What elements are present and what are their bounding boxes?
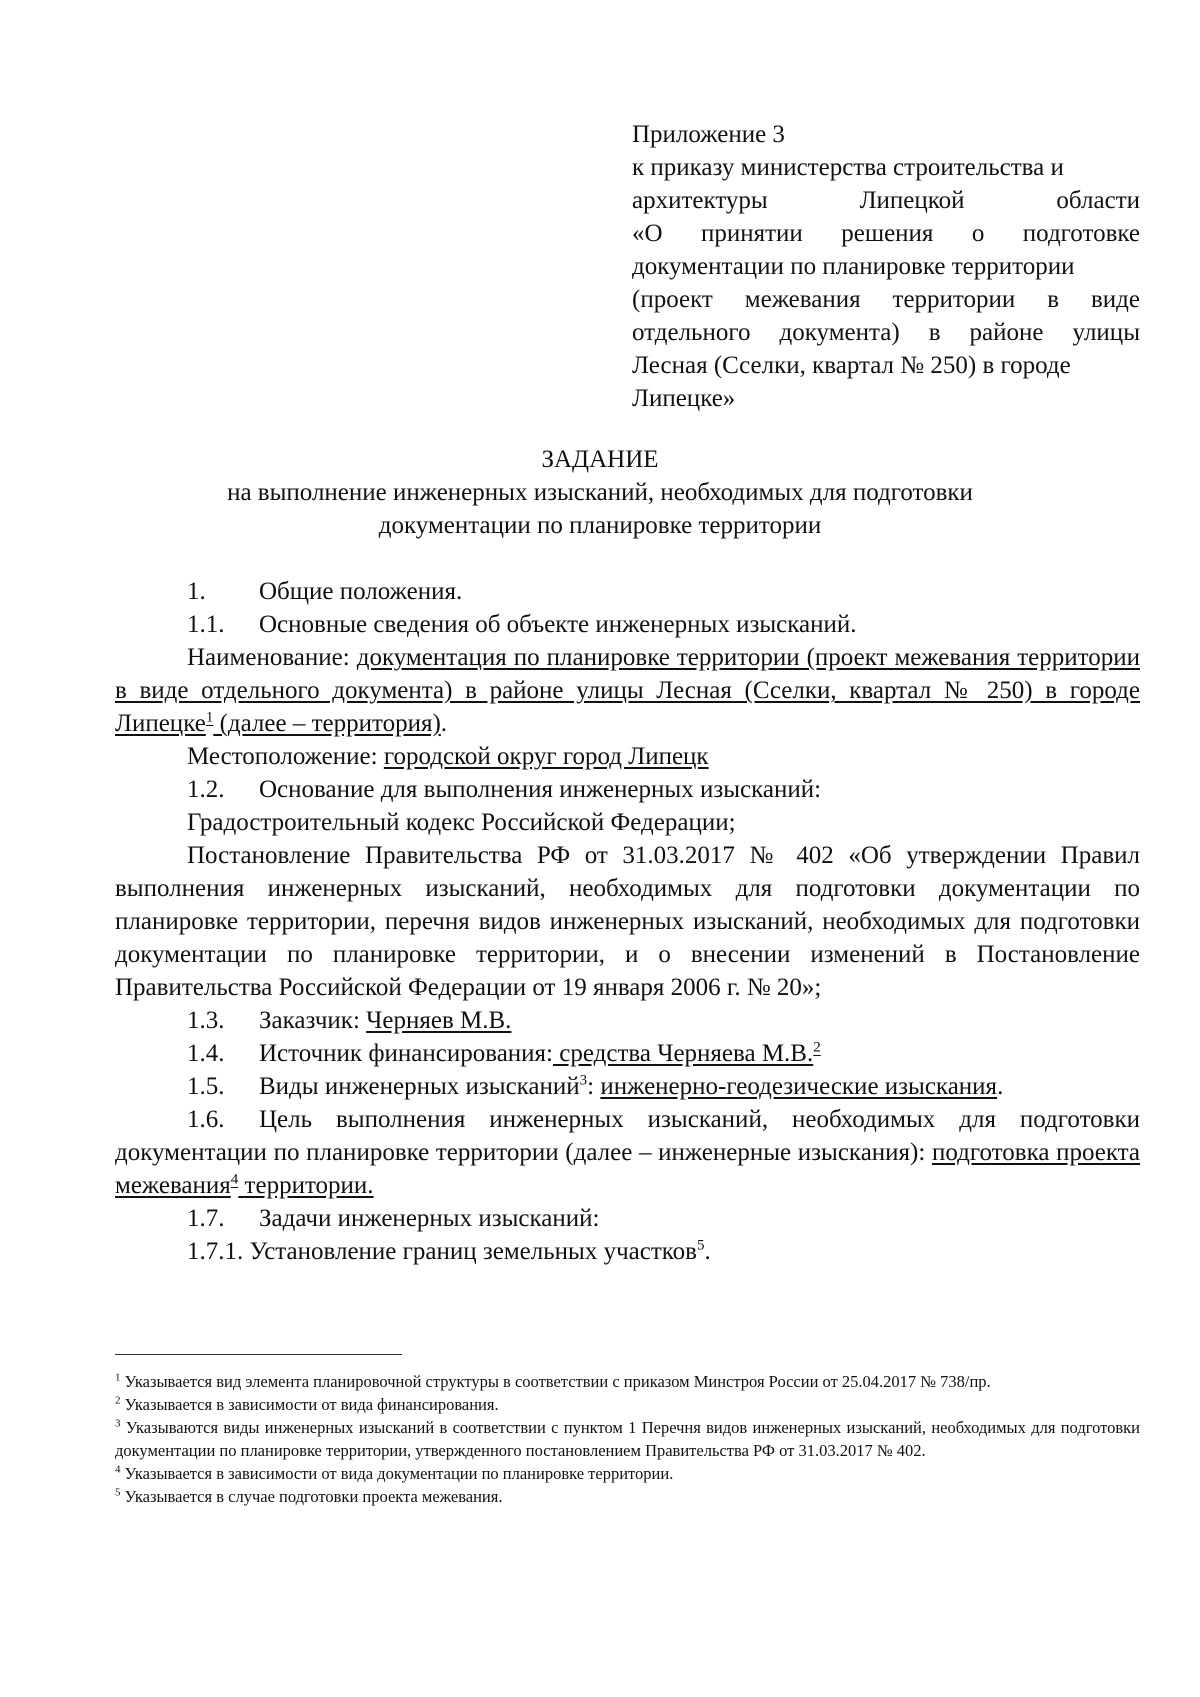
section-1-2: [115, 773, 1140, 806]
appendix-line: архитектуры Липецкой области: [632, 187, 1140, 214]
footnote-separator: [115, 1354, 402, 1355]
section-text: Цель выполнения инженерных изысканий, необходимых для подготовки документации по планировке территории (далее – инженерные изыскания):: [115, 1106, 1140, 1166]
label: Виды инженерных изысканий: [259, 1073, 580, 1100]
section-text: Основные сведения об объекте инженерных изысканий.: [259, 611, 857, 638]
location-value: городской округ город Липецк: [383, 743, 709, 770]
basis-item: Постановление Правительства РФ от 31.03.2017 № 402 «Об утверждении Правил выполнения инженерных изысканий, необходимых для подготовки документации по планировке территории, перечня видов инженерных изысканий, необходимых для подготовки документации по планировке территории, и о внесении изменений в Постановление Правительства Российской Федерации от 19 января 2006 г. № 20»;: [115, 842, 1140, 1001]
section-text: Общие положения.: [259, 578, 463, 605]
section-text: Основание для выполнения инженерных изысканий:: [259, 776, 822, 803]
section-number: 1.6.: [187, 1106, 225, 1133]
footnote-ref: 3: [579, 1072, 588, 1089]
appendix-line: Липецке»: [632, 385, 736, 412]
label: Заказчик:: [259, 1007, 367, 1034]
subtitle-line-1: на выполнение инженерных изысканий, необходимых для подготовки: [227, 479, 973, 506]
footnote-text: Указываются виды инженерных изысканий в соответствии с пунктом 1 Перечня видов инженерных изысканий, необходимых для подготовки документации по планировке территории, утвержденного постановлением Правительства РФ от 31.03.2017 № 402.: [115, 1418, 1140, 1460]
object-name-value: документация по планировке территории (проект межевания территории в виде отдельного документа) в районе улицы Лесная (Сселки, квартал № 250) в городе Липецке: [115, 644, 1140, 737]
document-title: ЗАДАНИЕ: [541, 446, 659, 473]
section-text: 1.7.1. Установление границ земельных участков: [187, 1238, 697, 1265]
section-number: 1.4.: [187, 1040, 225, 1067]
footnote-ref: 5: [696, 1237, 705, 1254]
section-1-5: [115, 1070, 1140, 1103]
document-subtitle: [0, 476, 1200, 542]
appendix-line: отдельного документа) в районе улицы: [632, 319, 1140, 346]
footnote: [115, 1416, 1140, 1462]
document-body: [115, 575, 1140, 1268]
footnote-text: Указывается в случае подготовки проекта межевания.: [120, 1487, 503, 1506]
label: Наименование:: [187, 644, 357, 671]
footnote-number: 2: [115, 1394, 121, 1407]
footnote-number: 1: [115, 1371, 121, 1384]
footnotes: [115, 1370, 1140, 1508]
footnote-number: 4: [115, 1463, 121, 1476]
location: [115, 740, 1140, 773]
appendix-line: «О принятии решения о подготовке: [632, 220, 1140, 247]
section-1: [115, 575, 1140, 608]
purpose-value: подготовка проекта межевания: [115, 1139, 1140, 1199]
label: Источник финансирования:: [259, 1040, 554, 1067]
label: Местоположение:: [187, 743, 384, 770]
footnote: [115, 1462, 1140, 1485]
section-number: 1.3.: [187, 1007, 225, 1034]
section-1-4: [115, 1037, 1140, 1070]
footnote-ref: 2: [813, 1039, 821, 1056]
object-name-tail: (далее – территория): [213, 710, 441, 737]
appendix-line: к приказу министерства строительства и: [632, 154, 1064, 181]
footnote: [115, 1393, 1140, 1416]
section-number: 1.5.: [187, 1073, 225, 1100]
punct: .: [997, 1073, 1004, 1100]
section-1-3: [115, 1004, 1140, 1037]
appendix-line: (проект межевания территории в виде: [632, 286, 1140, 313]
section-number: 1.: [187, 578, 206, 605]
appendix-line: Приложение 3: [632, 121, 785, 148]
punct: :: [587, 1073, 601, 1100]
purpose-tail: территории.: [238, 1172, 374, 1199]
punct: .: [704, 1238, 711, 1265]
footnote-ref: 4: [230, 1171, 239, 1188]
section-number: 1.1.: [187, 611, 225, 638]
footnote-number: 5: [115, 1486, 121, 1499]
footnote-text: Указывается вид элемента планировочной структуры в соответствии с приказом Минстроя России от 25.04.2017 № 738/пр.: [120, 1372, 991, 1391]
basis-item: Градостроительный кодекс Российской Федерации;: [187, 809, 736, 836]
subtitle-line-2: документации по планировке территории: [378, 512, 822, 539]
section-1-6: [115, 1103, 1140, 1202]
customer-value: Черняев М.В.: [366, 1007, 512, 1034]
section-1-1: [115, 608, 1140, 641]
funding-value: средства Черняева М.В.: [553, 1040, 814, 1067]
section-text: Задачи инженерных изысканий:: [259, 1205, 600, 1232]
footnote-number: 3: [115, 1417, 121, 1430]
appendix-line: документации по планировке территории: [632, 253, 1075, 280]
footnote: [115, 1370, 1140, 1393]
footnote-text: Указывается в зависимости от вида документации по планировке территории.: [120, 1464, 674, 1483]
section-number: 1.7.: [187, 1205, 225, 1232]
section-1-7-1: [115, 1235, 1140, 1268]
section-number: 1.2.: [187, 776, 225, 803]
section-1-7: [115, 1202, 1140, 1235]
survey-type-value: инженерно-геодезические изыскания: [600, 1073, 998, 1100]
appendix-header: [632, 118, 1140, 415]
footnote-ref: 1: [205, 709, 214, 726]
footnote-text: Указывается в зависимости от вида финансирования.: [120, 1395, 499, 1414]
object-name: [115, 641, 1140, 740]
appendix-line: Лесная (Сселки, квартал № 250) в городе: [632, 352, 1071, 379]
footnote: [115, 1485, 1140, 1508]
punct: .: [440, 710, 448, 737]
